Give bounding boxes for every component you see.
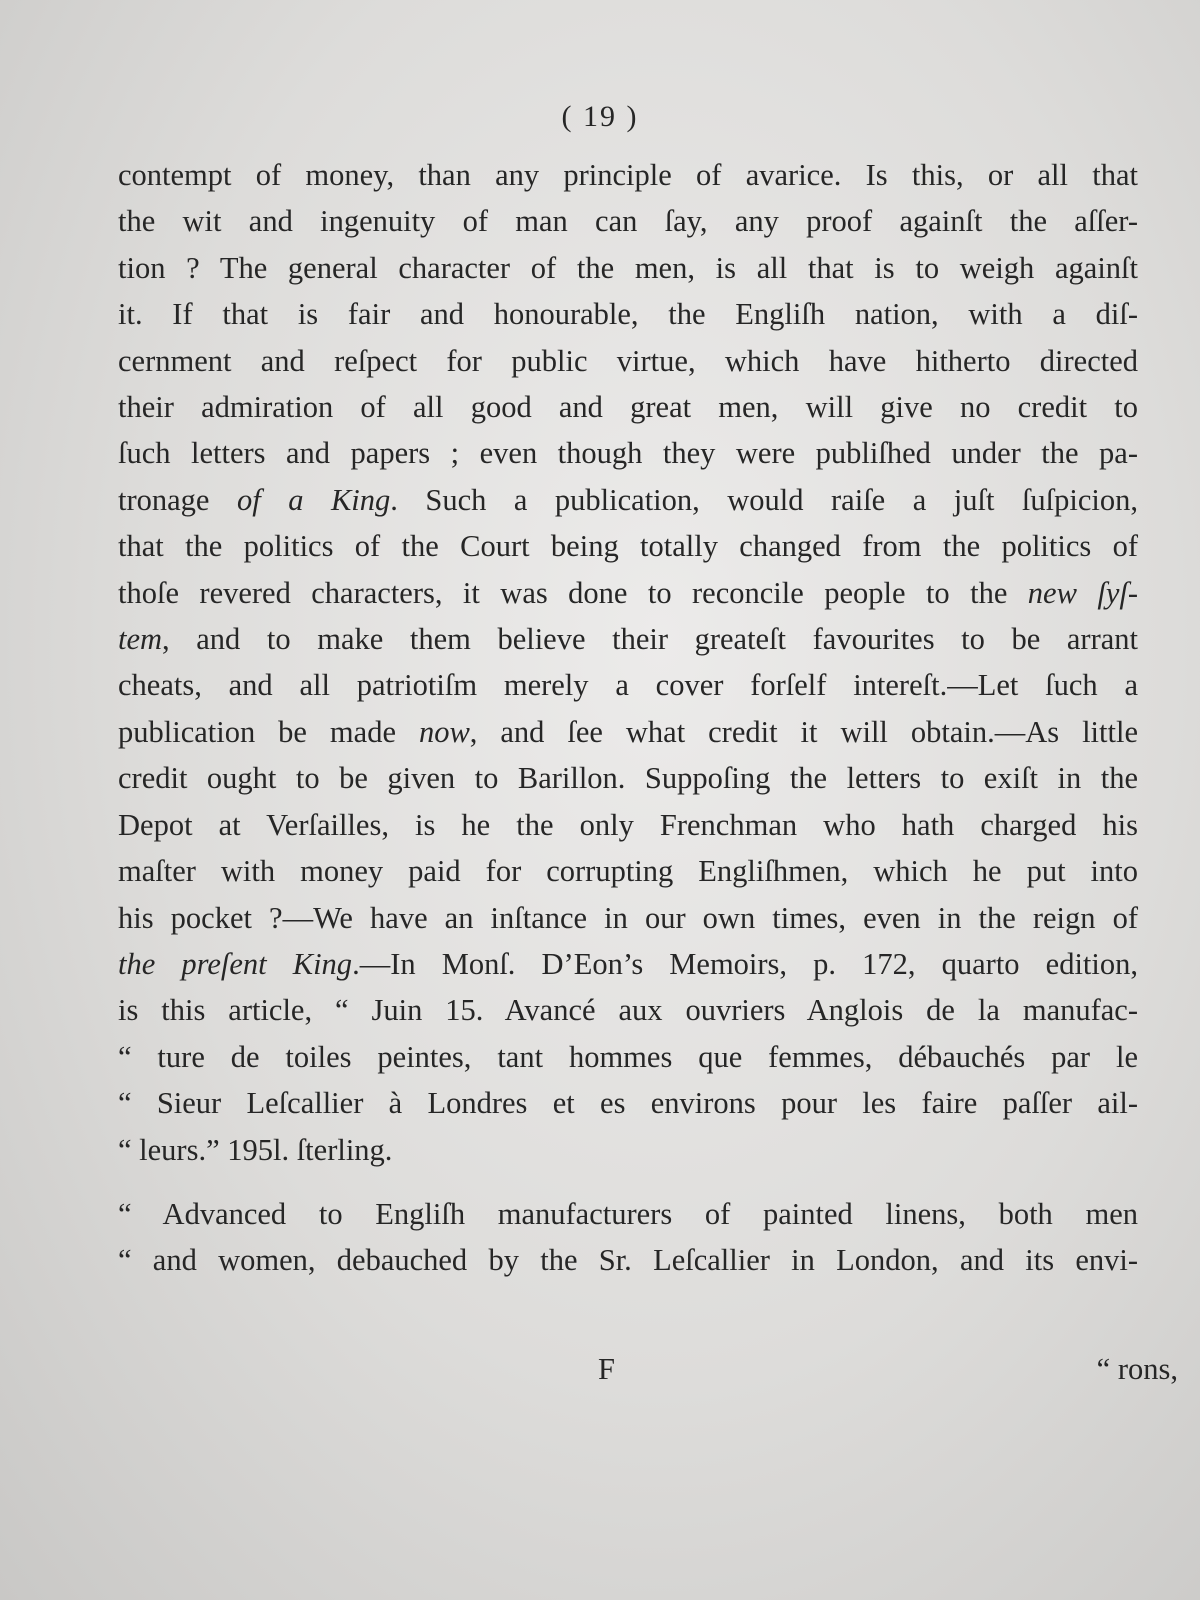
text-line: “ Advanced to Engliſh manufacturers of painted linens, both men xyxy=(118,1196,1138,1231)
text-segment: , and to make them believe their greateſt favourites to be arrant xyxy=(162,622,1138,657)
text-line: tion ? The general character of the men, is all that is to weigh againſt xyxy=(118,250,1138,285)
text-line: ſuch letters and papers ; even though they were publiſhed under the pa- xyxy=(118,436,1138,471)
catchword: “ rons, xyxy=(1096,1352,1178,1386)
text-line: the wit and ingenuity of man can ſay, any proof againſt the aſſer- xyxy=(118,204,1138,239)
text-segment: .—In Monſ. D’Eon’s Memoirs, p. 172, quarto edition, xyxy=(352,946,1138,981)
text-line: maſter with money paid for corrupting Engliſhmen, which he put into xyxy=(118,854,1138,889)
text-line: his pocket ?—We have an inſtance in our own times, even in the reign of xyxy=(118,900,1138,935)
page-number xyxy=(0,100,1200,134)
text-segment: . Such a publication, would raiſe a juſt ſuſpicion, xyxy=(390,482,1138,517)
text-line: that the politics of the Court being totally changed from the politics of xyxy=(118,529,1138,564)
text-segment: thoſe revered characters, it was done to reconcile people to the xyxy=(118,575,1028,610)
text-line: it. If that is fair and honourable, the Engliſh nation, with a diſ- xyxy=(118,297,1138,332)
text-line: “ ture de toiles peintes, tant hommes que femmes, débauchés par le xyxy=(118,1039,1138,1074)
text-line: their admiration of all good and great men, will give no credit to xyxy=(118,390,1138,425)
text-line: contempt of money, than any principle of avarice. Is this, or all that xyxy=(118,158,1138,192)
text-line: cernment and reſpect for public virtue, which have hitherto directed xyxy=(118,343,1138,378)
text-segment: , and ſee what credit it will obtain.—As little xyxy=(469,714,1138,749)
text-segment: tronage xyxy=(118,482,237,517)
text-line xyxy=(118,616,1138,662)
text-line xyxy=(118,477,1138,523)
italic-text: tem xyxy=(118,622,163,657)
text-line xyxy=(118,570,1138,616)
body-text xyxy=(118,152,1138,1284)
italic-text: new ſyſ- xyxy=(1027,575,1138,610)
text-segment: publication be made xyxy=(118,714,419,749)
text-line: credit ought to be given to Barillon. Suppoſing the letters to exiſt in the xyxy=(118,761,1138,796)
italic-text: the preſent King xyxy=(118,946,353,981)
text-line: is this article, “ Juin 15. Avancé aux ouvriers Anglois de la manufac- xyxy=(118,993,1138,1028)
text-line: “ Sieur Leſcallier à Londres et es environs pour les faire paſſer ail- xyxy=(118,1086,1138,1121)
paragraph-break xyxy=(118,1173,1138,1191)
text-line: “ and women, debauched by the Sr. Leſcallier in London, and its envi- xyxy=(118,1243,1138,1278)
text-line: cheats, and all patriotiſm merely a cover forſelf intereſt.—Let ſuch a xyxy=(118,668,1138,703)
text-line: Depot at Verſailles, is he the only Frenchman who hath charged his xyxy=(118,807,1138,842)
text-line: “ leurs.” 195l. ſterling. xyxy=(118,1132,393,1167)
text-line xyxy=(118,941,1138,987)
italic-text: of a King xyxy=(236,482,391,517)
italic-text: now xyxy=(418,714,470,749)
text-line xyxy=(118,709,1138,755)
page-number-text: ( 19 ) xyxy=(561,100,639,133)
signature-mark: F xyxy=(598,1352,615,1386)
